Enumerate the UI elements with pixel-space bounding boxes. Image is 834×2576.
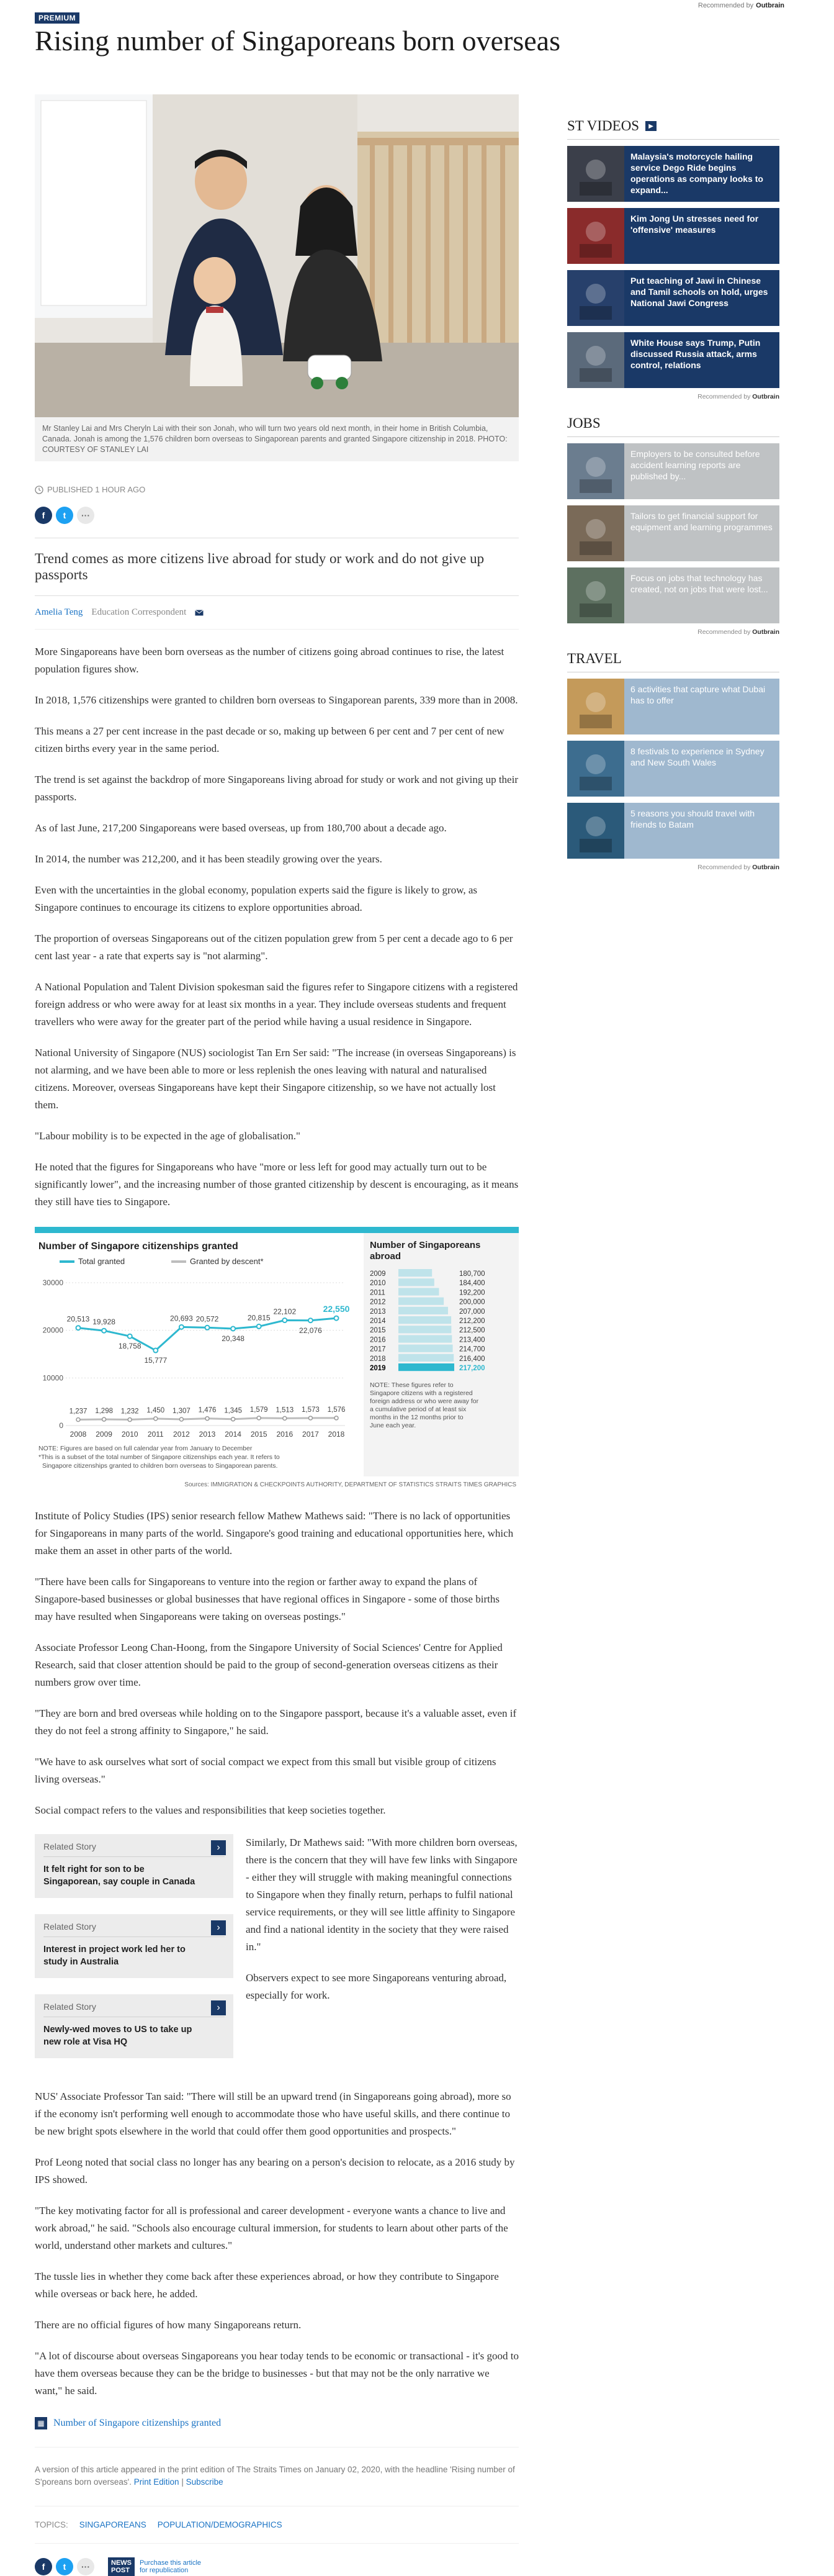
card-title[interactable]: Focus on jobs that technology has created, not on jobs that were lost... — [624, 567, 779, 623]
video-card[interactable] — [567, 146, 779, 202]
y-tick-label: 0 — [59, 1421, 63, 1430]
facebook-share-icon[interactable]: f — [35, 2558, 52, 2575]
body-paragraph: There are no official figures of how many Singaporeans return. — [35, 2319, 302, 2331]
bar-note-line: Singapore citizens with a registered — [370, 1390, 473, 1397]
total-value-label: 20,693 — [170, 1314, 193, 1323]
bar-value-label: 207,000 — [459, 1308, 485, 1316]
travel-card[interactable] — [567, 803, 779, 859]
video-play-icon: ▶ — [645, 121, 657, 131]
body-paragraph: Institute of Policy Studies (IPS) senior research fellow Mathew Mathews said: "There is no lack of opportunities for Singaporeans in many parts of the world. Singapore's good training and educational opportunities here, which make them an asset in other parts of the world. — [35, 1510, 514, 1557]
descent-value-label: 1,298 — [95, 1408, 113, 1416]
premium-badge: PREMIUM — [35, 12, 79, 24]
print-edition-link[interactable]: Print Edition — [133, 2477, 179, 2487]
descent-value-label: 1,450 — [146, 1406, 165, 1414]
bar-category-label: 2017 — [370, 1345, 386, 1354]
chart-footnote: *This is a subset of the total number of Singapore citizenships each year. It refers to — [38, 1453, 280, 1461]
body-paragraph: Social compact refers to the values and responsibilities that keep societies together. — [35, 1804, 386, 1816]
body-paragraph: In 2014, the number was 212,200, and it has been steadily growing over the years. — [35, 853, 382, 865]
thumbnail[interactable] — [567, 332, 624, 388]
article-main — [35, 94, 519, 2576]
descent-value-label: 1,232 — [120, 1408, 139, 1416]
body-paragraph: "Labour mobility is to be expected in the age of globalisation." — [35, 1130, 300, 1142]
standfirst: Trend comes as more citizens live abroad for study or work and do not give up passports — [35, 538, 519, 596]
author-role: Education Correspondent — [91, 607, 187, 617]
descent-point — [154, 1417, 158, 1421]
descent-point — [76, 1418, 80, 1422]
x-tick-label: 2014 — [225, 1430, 241, 1439]
bar — [398, 1326, 451, 1333]
bar-value-label: 216,400 — [459, 1355, 485, 1363]
newspost-text[interactable]: Purchase this article for republication — [140, 2559, 202, 2574]
body-paragraph: He noted that the figures for Singaporeans who have "more or less left for good may actually turn out to be significantly lower", and the increasing number of those granted citizenship by descent is encouraging, as it means they still have ties to Singapore. — [35, 1161, 519, 1208]
card-title[interactable]: Kim Jong Un stresses need for 'offensive' measures — [624, 208, 779, 264]
descent-value-label: 1,307 — [173, 1407, 191, 1415]
body-paragraph: "We have to ask ourselves what sort of social compact we expect from this small but visible group of citizens living overseas." — [35, 1756, 496, 1785]
body-paragraph: NUS' Associate Professor Tan said: "There will still be an upward trend (in Singaporeans going abroad), more so if the economy isn't performing well enough to accommodate those who have useful skills, and there continue to be new bright spots elsewhere in the world that could offer them good opportunities and prospects." — [35, 2090, 511, 2137]
descent-point — [334, 1416, 338, 1420]
travel-card[interactable] — [567, 679, 779, 734]
chart-note: NOTE: Figures are based on full calendar year from January to December — [38, 1445, 253, 1452]
body-paragraph: More Singaporeans have been born overseas as the number of citizens going abroad continues to rise, the latest population figures show. — [35, 646, 504, 675]
descent-point — [231, 1417, 235, 1421]
total-value-label: 20,815 — [247, 1313, 271, 1322]
bar-category-label: 2015 — [370, 1327, 386, 1335]
outbrain-logo: Outbrain — [756, 2, 784, 9]
related-title[interactable]: Newly-wed moves to US to take up new role at Visa HQ — [43, 2025, 192, 2047]
descent-value-label: 1,576 — [327, 1406, 346, 1414]
article-body-part-3a — [246, 1834, 519, 2074]
bar-category-label: 2012 — [370, 1298, 386, 1306]
body-paragraph: In 2018, 1,576 citizenships were granted to children born overseas to Singaporean parents, 339 more than in 2008. — [35, 694, 518, 706]
total-point — [153, 1349, 158, 1353]
related-section — [35, 1834, 519, 2074]
arrow-right-icon[interactable]: › — [211, 1840, 226, 1855]
related-story-card[interactable] — [35, 1914, 233, 1978]
email-icon[interactable] — [195, 610, 204, 616]
bar — [398, 1307, 448, 1314]
related-story-card[interactable] — [35, 1994, 233, 2058]
body-paragraph: Prof Leong noted that social class no longer has any bearing on a person's decision to relocate, as a 2016 study by IPS showed. — [35, 2156, 515, 2185]
total-value-label: 22,550 — [323, 1304, 350, 1314]
bar-category-label: 2010 — [370, 1280, 386, 1288]
body-paragraph: Observers expect to see more Singaporeans venturing abroad, especially for work. — [246, 1972, 507, 2001]
bar-value-label: 217,200 — [459, 1365, 485, 1372]
thumbnail[interactable] — [567, 741, 624, 797]
total-point — [308, 1318, 313, 1322]
card-title[interactable]: 6 activities that capture what Dubai has to offer — [624, 679, 779, 734]
videos-list — [567, 146, 779, 388]
video-card[interactable] — [567, 270, 779, 326]
recommended-label: Recommended by — [697, 2, 754, 9]
bar — [398, 1278, 434, 1286]
body-paragraph: A National Population and Talent Division spokesman said the figures refer to Singapore citizens with a registered foreign address or who were away for at least six months in a year. They include overseas students and frequent travellers who were away for the greater part of the period while having a usual residence in Singapore. — [35, 981, 518, 1028]
x-tick-label: 2012 — [173, 1430, 190, 1439]
topics-label: TOPICS: — [35, 2520, 68, 2529]
body-paragraph: This means a 27 per cent increase in the past decade or so, making up between 6 per cent and 7 per cent of new citizen births every year in the same period. — [35, 725, 504, 754]
body-paragraph: "There have been calls for Singaporeans to venture into the region or farther away to expand the plans of Singapore-based businesses or global businesses that have regional offices in Singapore - some of those births may have resulted when Singaporeans were taking on overseas postings." — [35, 1576, 500, 1622]
recommended-by[interactable]: Recommended by Outbrain — [697, 393, 779, 400]
related-title[interactable]: Interest in project work led her to study in Australia — [43, 1945, 186, 1967]
facebook-share-icon[interactable]: f — [35, 507, 52, 524]
body-paragraph: The proportion of overseas Singaporeans out of the citizen population grew from 5 per cent a decade ago to 6 per cent last year - a rate that experts say is "not alarming". — [35, 933, 513, 962]
topic-population[interactable]: POPULATION/DEMOGRAPHICS — [157, 2520, 282, 2529]
bar-category-label: 2019 — [370, 1365, 386, 1372]
body-paragraph: Similarly, Dr Mathews said: "With more children born overseas, there is the concern that they will have few links with Singapore - either they will struggle with making meaningful connections to Singapore when they finally return, perhaps to fulfil national service requirements, or they will see little affinity to Singapore and find a national identity in the society that they were raised in." — [246, 1837, 518, 1953]
video-card[interactable] — [567, 332, 779, 388]
bar-value-label: 192,200 — [459, 1289, 485, 1297]
bar-value-label: 214,700 — [459, 1345, 485, 1354]
descent-value-label: 1,476 — [198, 1406, 217, 1414]
related-label: Related Story — [43, 1922, 225, 1937]
share-bar-bottom — [35, 2557, 519, 2576]
total-point — [76, 1326, 81, 1330]
related-story-card[interactable] — [35, 1834, 233, 1898]
total-value-label: 15,777 — [144, 1356, 168, 1365]
sidebar — [567, 118, 779, 871]
jobs-title: JOBS — [567, 415, 779, 437]
card-title[interactable]: Employers to be consulted before accident learning reports are published by... — [624, 443, 779, 499]
photo-caption: Mr Stanley Lai and Mrs Cheryln Lai with their son Jonah, who will turn two years old next month, in their home in British Columbia, Canada. Jonah is among the 1,576 children born overseas to Singaporean parents and granted Singapore citizenship in 2018. PHOTO: COURTESY OF STANLEY LAI — [35, 417, 519, 461]
bar-chart-title: Number of Singaporeans — [370, 1240, 481, 1250]
st-videos-title: ST VIDEOS ▶ — [567, 118, 779, 140]
bar — [398, 1269, 432, 1277]
bar-note-line: a cumulative period of at least six — [370, 1406, 467, 1413]
x-tick-label: 2008 — [70, 1430, 87, 1439]
card-title[interactable]: Put teaching of Jawi in Chinese and Tamil schools on hold, urges National Jawi Congress — [624, 270, 779, 326]
bar-value-label: 184,400 — [459, 1280, 485, 1288]
twitter-share-icon[interactable]: t — [56, 2558, 73, 2575]
body-paragraph: "The key motivating factor for all is professional and career development - everyone wants a chance to live and work abroad," he said. "Schools also encourage cultural immersion, for students to learn about other parts of the world, understand other markets and cultures." — [35, 2205, 508, 2251]
bar — [398, 1354, 454, 1362]
total-point — [179, 1325, 184, 1329]
video-card[interactable] — [567, 208, 779, 264]
descent-point — [283, 1416, 287, 1420]
card-title[interactable]: Malaysia's motorcycle hailing service Dego Ride begins operations as company looks to expand... — [624, 146, 779, 202]
bar-value-label: 213,400 — [459, 1336, 485, 1344]
x-tick-label: 2017 — [302, 1430, 319, 1439]
legend-total: Total granted — [78, 1257, 125, 1266]
total-point — [282, 1318, 287, 1322]
descent-point — [128, 1418, 132, 1422]
body-paragraph: As of last June, 217,200 Singaporeans were based overseas, up from 180,700 about a decade ago. — [35, 822, 447, 834]
jobs-card[interactable] — [567, 567, 779, 623]
bar-value-label: 212,200 — [459, 1317, 485, 1325]
total-value-label: 19,928 — [92, 1317, 115, 1327]
total-value-label: 22,102 — [273, 1307, 297, 1316]
card-title[interactable]: 5 reasons you should travel with friends to Batam — [624, 803, 779, 859]
clock-icon — [35, 486, 43, 494]
infographic-svg — [35, 1233, 519, 1494]
graphic-icon: ▦ — [35, 2417, 47, 2429]
x-tick-label: 2013 — [199, 1430, 216, 1439]
line-chart-title: Number of Singapore citizenships granted — [38, 1241, 238, 1252]
bar-value-label: 200,000 — [459, 1298, 485, 1306]
bar-value-label: 180,700 — [459, 1270, 485, 1278]
thumbnail[interactable] — [567, 270, 624, 326]
related-title[interactable]: It felt right for son to be Singaporean, say couple in Canada — [43, 1864, 195, 1887]
jobs-card[interactable] — [567, 505, 779, 561]
bar — [398, 1288, 439, 1295]
total-point — [231, 1326, 235, 1331]
body-paragraph: "They are born and bred overseas while holding on to the Singapore passport, because it's a valuable asset, even if they do not feel a strong affinity to Singapore," he said. — [35, 1707, 517, 1737]
related-label: Related Story — [43, 1842, 225, 1857]
x-tick-label: 2010 — [121, 1430, 138, 1439]
total-value-label: 20,572 — [195, 1314, 219, 1324]
bar-category-label: 2014 — [370, 1317, 386, 1325]
graphic-link-label[interactable]: Number of Singapore citizenships granted — [53, 2418, 222, 2428]
body-paragraph: The tussle lies in whether they come back after these experiences abroad, or how they contribute to Singapore while overseas or back here, he added. — [35, 2271, 499, 2300]
x-tick-label: 2018 — [328, 1430, 345, 1439]
bar-category-label: 2011 — [370, 1289, 385, 1297]
thumbnail[interactable] — [567, 803, 624, 859]
bar-value-label: 212,500 — [459, 1327, 485, 1335]
bar — [398, 1363, 454, 1371]
byline — [35, 607, 519, 630]
topics-bar — [35, 2520, 519, 2544]
thumbnail[interactable] — [567, 567, 624, 623]
descent-point — [205, 1417, 209, 1421]
bar — [398, 1345, 453, 1352]
share-bar-top — [35, 507, 519, 524]
x-tick-label: 2011 — [147, 1430, 164, 1439]
bar-category-label: 2016 — [370, 1336, 386, 1344]
hero-photo — [35, 94, 519, 417]
total-point — [334, 1316, 339, 1321]
y-tick-label: 30000 — [42, 1278, 63, 1287]
thumbnail[interactable] — [567, 679, 624, 734]
body-paragraph: "A lot of discourse about overseas Singaporeans you hear today tends to be economic or transactional - it's good to have them overseas because they can be the bridge to businesses - but that may not be the only narrative we want," he said. — [35, 2350, 519, 2397]
bar-note-line: foreign address or who were away for — [370, 1398, 479, 1405]
travel-card[interactable] — [567, 741, 779, 797]
published-time — [35, 485, 519, 494]
thumbnail[interactable] — [567, 505, 624, 561]
recommended-by[interactable]: Recommended by Outbrain — [697, 628, 779, 636]
thumbnail[interactable] — [567, 146, 624, 202]
related-stories — [35, 1834, 233, 2074]
body-paragraph: Associate Professor Leong Chan-Hoong, from the Singapore University of Social Sciences' Centre for Applied Research, said that closer attention should be paid to the group of second-generation overseas citizens as their numbers grow over time. — [35, 1642, 503, 1688]
descent-value-label: 1,237 — [69, 1408, 87, 1416]
citizenship-infographic — [35, 1227, 519, 1494]
headline: Rising number of Singaporeans born overseas — [35, 25, 561, 56]
subscribe-link[interactable]: Subscribe — [186, 2477, 223, 2487]
descent-point — [102, 1417, 106, 1421]
author-link[interactable]: Amelia Teng — [35, 607, 83, 617]
arrow-right-icon[interactable]: › — [211, 2000, 226, 2015]
total-value-label: 20,513 — [66, 1314, 90, 1324]
card-title[interactable]: White House says Trump, Putin discussed Russia attack, arms control, relations — [624, 332, 779, 388]
bar — [398, 1298, 444, 1305]
descent-value-label: 1,345 — [224, 1407, 242, 1415]
descent-point — [179, 1417, 183, 1421]
arrow-right-icon[interactable]: › — [211, 1920, 226, 1935]
article-body-part-3b — [35, 2088, 519, 2400]
twitter-share-icon[interactable]: t — [56, 507, 73, 524]
print-note: A version of this article appeared in the print edition of The Straits Times on January 02, 2020, with the headline 'Rising number of S'poreans born overseas'. Print Edition | Subscribe — [35, 2464, 519, 2506]
bar-category-label: 2009 — [370, 1270, 386, 1278]
bar-note-line: NOTE: These figures refer to — [370, 1381, 454, 1389]
total-value-label: 22,076 — [299, 1326, 322, 1335]
graphic-link[interactable] — [35, 2417, 519, 2447]
print-note-text: A version of this article appeared in the print edition of The Straits Times on January 02, 2020, with the headline 'Rising number of S'poreans born overseas'. — [35, 2465, 515, 2487]
total-point — [257, 1324, 261, 1329]
bar — [398, 1335, 452, 1342]
article-body-part-2 — [35, 1507, 519, 1819]
card-title[interactable]: Tailors to get financial support for equipment and learning programmes — [624, 505, 779, 561]
bar-category-label: 2013 — [370, 1308, 386, 1316]
jobs-list — [567, 443, 779, 623]
descent-value-label: 1,573 — [302, 1406, 320, 1414]
body-paragraph: National University of Singapore (NUS) sociologist Tan Ern Ser said: "The increase (in overseas Singaporeans) is not alarming, and we have been able to more or less replenish the ones leaving with natural and naturalised citizens. Moreover, overseas Singaporeans have kept their Singapore citizenship, so we have not actually lost them. — [35, 1047, 516, 1111]
total-point — [102, 1329, 106, 1333]
bar-chart-title-line-2: abroad — [370, 1251, 401, 1262]
x-tick-label: 2015 — [250, 1430, 267, 1439]
total-point — [128, 1334, 132, 1339]
newspost-logo: NEWS POST — [108, 2557, 135, 2576]
y-tick-label: 10000 — [42, 1373, 63, 1383]
x-tick-label: 2009 — [96, 1430, 112, 1439]
bar-note-line: months in the 12 months prior to — [370, 1414, 464, 1421]
descent-point — [257, 1416, 261, 1420]
more-share-icon[interactable]: ··· — [77, 2558, 94, 2575]
travel-title: TRAVEL — [567, 651, 779, 672]
chart-footnote-cont: Singapore citizenships granted to children born overseas to Singaporean parents. — [42, 1462, 278, 1470]
descent-value-label: 1,579 — [249, 1406, 268, 1414]
total-point — [205, 1326, 210, 1330]
descent-value-label: 1,513 — [276, 1406, 294, 1414]
body-paragraph: The trend is set against the backdrop of more Singaporeans living abroad for study or work and not giving up their passports. — [35, 774, 518, 803]
topic-singaporeans[interactable]: SINGAPOREANS — [79, 2520, 146, 2529]
body-paragraph: Even with the uncertainties in the global economy, population experts said the figure is likely to grow, as Singapore continues to encourage its citizens to explore opportunities abroad. — [35, 884, 478, 913]
descent-point — [308, 1416, 312, 1420]
top-recommended-strip[interactable] — [698, 0, 784, 11]
chart-source: Sources: IMMIGRATION & CHECKPOINTS AUTHORITY, DEPARTMENT OF STATISTICS STRAITS TIMES GRAPHICS — [184, 1481, 516, 1488]
recommended-by[interactable]: Recommended by Outbrain — [697, 864, 779, 871]
travel-list — [567, 679, 779, 859]
bar — [398, 1316, 451, 1324]
legend-descent: Granted by descent* — [190, 1257, 264, 1266]
card-title[interactable]: 8 festivals to experience in Sydney and New South Wales — [624, 741, 779, 797]
x-tick-label: 2016 — [276, 1430, 294, 1439]
thumbnail[interactable] — [567, 208, 624, 264]
more-share-icon[interactable]: ··· — [77, 507, 94, 524]
newspost-republish[interactable] — [108, 2557, 208, 2576]
published-label: PUBLISHED 1 HOUR AGO — [47, 485, 146, 494]
bar-note-line: June each year. — [370, 1422, 416, 1429]
family-photo-illustration — [35, 94, 519, 417]
article-body-part-1 — [35, 643, 519, 1211]
total-value-label: 18,758 — [118, 1342, 141, 1351]
thumbnail[interactable] — [567, 443, 624, 499]
related-label: Related Story — [43, 2002, 225, 2017]
jobs-card[interactable] — [567, 443, 779, 499]
bar-category-label: 2018 — [370, 1355, 386, 1363]
y-tick-label: 20000 — [42, 1326, 63, 1335]
total-value-label: 20,348 — [222, 1334, 244, 1343]
